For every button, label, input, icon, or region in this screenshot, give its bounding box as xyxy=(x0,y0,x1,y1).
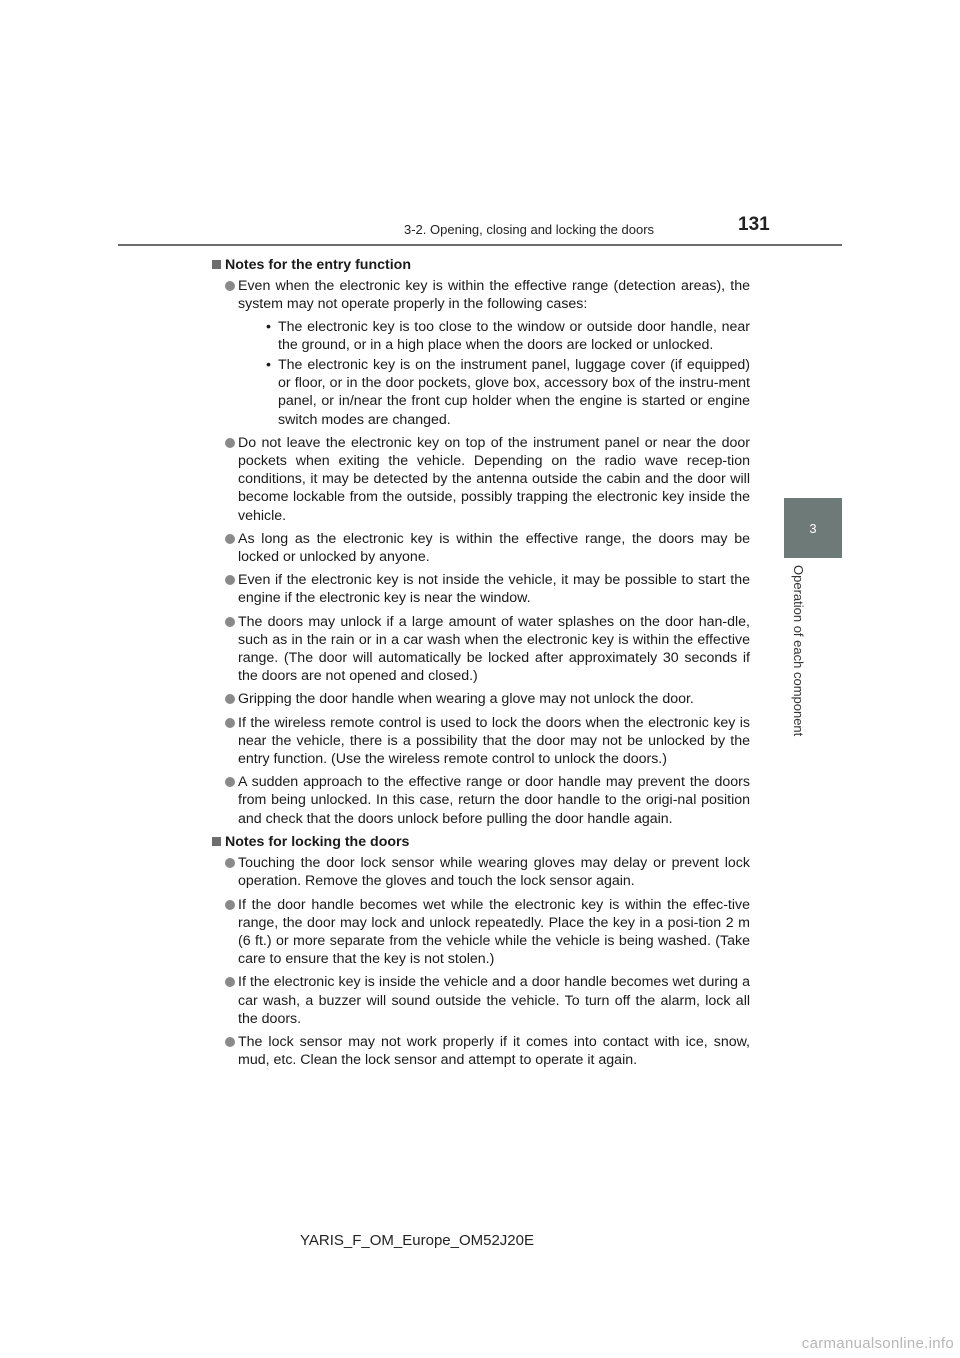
sub-list-item: • The electronic key is on the instrument panel, luggage cover (if equipped) or floor, or in the door pockets, glove box, accessory box of the instru-ment panel, or in/near the front cup holder when the engine is started or engine switch modes are changed. xyxy=(266,357,750,428)
section-locking-doors xyxy=(212,833,750,1069)
document-code: YARIS_F_OM_Europe_OM52J20E xyxy=(300,1232,535,1249)
list-item: The lock sensor may not work properly if it comes into contact with ice, snow, mud, etc. Clean the lock sensor and attempt to operate it again. xyxy=(212,1033,750,1069)
section-heading: Notes for the entry function xyxy=(212,256,750,274)
list-item: If the door handle becomes wet while the electronic key is within the effec-tive range, the door may lock and unlock repeatedly. Place the key in a posi-tion 2 m (6 ft.) or more separate from the vehicle while the vehicle is being washed. (Take care to ensure that the key is not stolen.) xyxy=(212,896,750,969)
circle-bullet-icon xyxy=(225,777,235,787)
chapter-number: 3 xyxy=(809,520,817,536)
list-item: If the wireless remote control is used to lock the doors when the electronic key is near the vehicle, there is a possibility that the door may not be unlocked by the entry function. (Use the wireless remote control to unlock the doors.) xyxy=(212,714,750,769)
circle-bullet-icon xyxy=(225,694,235,704)
circle-bullet-icon xyxy=(225,575,235,585)
list-item: Do not leave the electronic key on top of the instrument panel or near the door pockets when exiting the vehicle. Depending on the radio wave recep-tion conditions, it may be detected by the antenna outside the cabin and the door will become lockable from the outside, possibly trapping the electronic key inside the vehicle. xyxy=(212,434,750,525)
list-item: Gripping the door handle when wearing a glove may not unlock the door. xyxy=(212,690,750,708)
section-heading: Notes for locking the doors xyxy=(212,833,750,851)
chapter-tab xyxy=(784,498,842,558)
header-divider xyxy=(118,244,842,246)
circle-bullet-icon xyxy=(225,977,235,987)
circle-bullet-icon xyxy=(225,858,235,868)
circle-bullet-icon xyxy=(225,438,235,448)
square-bullet-icon xyxy=(212,260,221,269)
list-item: Touching the door lock sensor while wearing gloves may delay or prevent lock operation. Remove the gloves and touch the lock sensor again. xyxy=(212,854,750,890)
sub-bullet-icon: • xyxy=(266,318,271,335)
list-item: As long as the electronic key is within the effective range, the doors may be locked or unlocked by anyone. xyxy=(212,530,750,566)
list-item: The doors may unlock if a large amount of water splashes on the door han-dle, such as in the rain or in a car wash when the electronic key is within the effective range. (The door will automatically be locked after approximately 30 seconds if the doors are not opened and closed.) xyxy=(212,613,750,686)
list-item: Even if the electronic key is not inside the vehicle, it may be possible to start the engine if the electronic key is near the window. xyxy=(212,571,750,607)
sub-list xyxy=(238,318,750,429)
sub-bullet-icon: • xyxy=(266,357,271,374)
circle-bullet-icon xyxy=(225,718,235,728)
page-content xyxy=(212,256,750,1074)
watermark: carmanualsonline.info xyxy=(801,1335,954,1352)
list-item: A sudden approach to the effective range or door handle may prevent the doors from being unlocked. In this case, return the door handle to the origi-nal position and check that the doors unlock before pulling the door handle again. xyxy=(212,773,750,828)
square-bullet-icon xyxy=(212,837,221,846)
section-entry-function xyxy=(212,256,750,828)
list-item: If the electronic key is inside the vehicle and a door handle becomes wet during a car wash, a buzzer will sound outside the vehicle. To turn off the alarm, lock all the doors. xyxy=(212,973,750,1028)
circle-bullet-icon xyxy=(225,1037,235,1047)
circle-bullet-icon xyxy=(225,900,235,910)
list-item: Even when the electronic key is within the effective range (detection areas), the system may not operate properly in the following cases: • The electronic key is too close to the window or outside door handle, near the ground, or in a high place when the doors are locked or unlocked. • The electronic key is on the instrument panel, luggage cover (if equipped) or floor, or in the door pockets, glove box, accessory box of the instru-ment panel, or in/near the front cup holder when the engine is started or engine switch modes are changed. xyxy=(212,277,750,429)
circle-bullet-icon xyxy=(225,281,235,291)
circle-bullet-icon xyxy=(225,617,235,627)
sub-list-item: • The electronic key is too close to the window or outside door handle, near the ground, or in a high place when the doors are locked or unlocked. xyxy=(266,318,750,353)
circle-bullet-icon xyxy=(225,534,235,544)
chapter-label: Operation of each component xyxy=(791,565,806,737)
page-number: 131 xyxy=(738,214,770,235)
section-title: 3-2. Opening, closing and locking the doors xyxy=(404,222,655,237)
